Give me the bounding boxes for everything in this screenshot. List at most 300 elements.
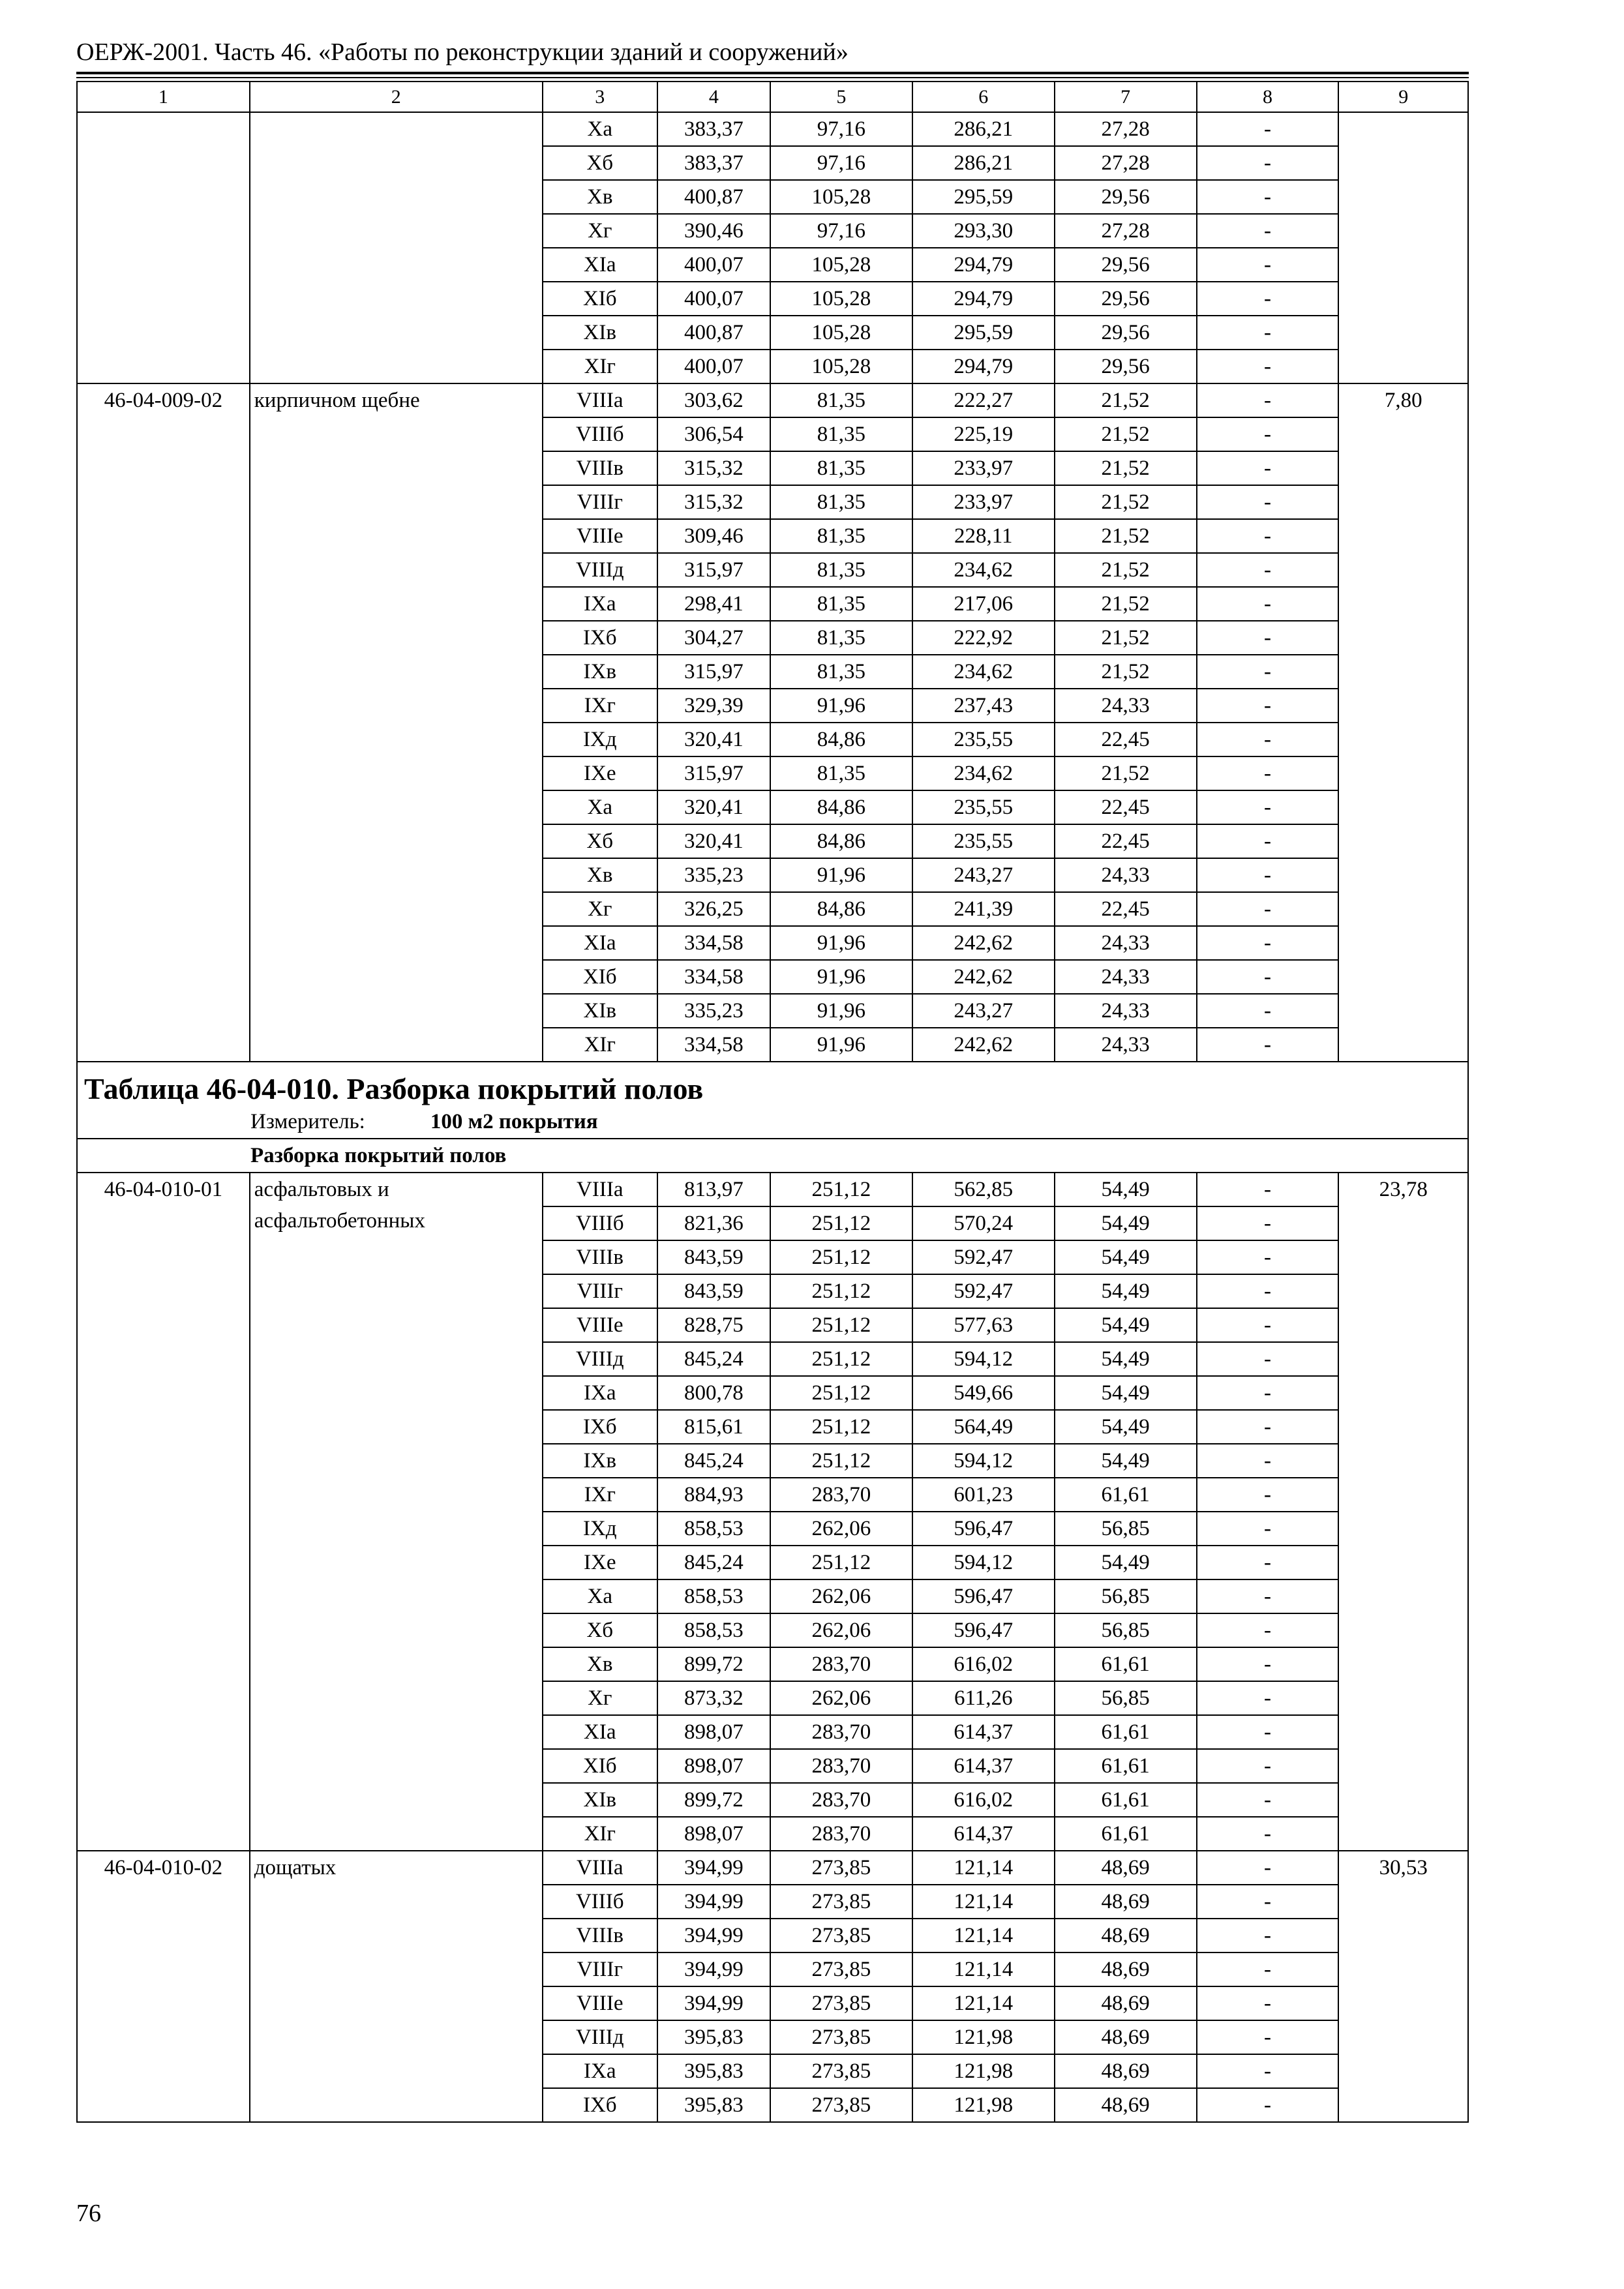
- cell-col8: -: [1197, 214, 1339, 248]
- cell-col7: 61,61: [1055, 1817, 1197, 1851]
- cell-col6: 243,27: [912, 994, 1055, 1028]
- cell-col7: 29,56: [1055, 248, 1197, 282]
- cell-col3: IXг: [543, 1478, 657, 1512]
- cell-col8: -: [1197, 1749, 1339, 1783]
- cell-col3: XIв: [543, 316, 657, 350]
- cell-col7: 48,69: [1055, 1885, 1197, 1919]
- cell-col5: 91,96: [770, 926, 912, 960]
- cell-col4: 800,78: [657, 1376, 770, 1410]
- cell-col4: 884,93: [657, 1478, 770, 1512]
- cell-col5: 91,96: [770, 960, 912, 994]
- cell-col8: -: [1197, 756, 1339, 790]
- cell-col7: 54,49: [1055, 1274, 1197, 1308]
- cell-col5: 283,70: [770, 1749, 912, 1783]
- cell-col5: 262,06: [770, 1613, 912, 1647]
- cell-col8: -: [1197, 1952, 1339, 1986]
- cell-col7: 48,69: [1055, 2088, 1197, 2122]
- cell-col7: 24,33: [1055, 994, 1197, 1028]
- cell-col8: -: [1197, 1308, 1339, 1342]
- cell-col8: -: [1197, 1919, 1339, 1952]
- cell-col5: 283,70: [770, 1478, 912, 1512]
- cell-col7: 21,52: [1055, 553, 1197, 587]
- cell-col4: 400,07: [657, 248, 770, 282]
- cell-col8: -: [1197, 1783, 1339, 1817]
- cell-col5: 97,16: [770, 214, 912, 248]
- cell-col8: -: [1197, 146, 1339, 180]
- cell-col6: 592,47: [912, 1274, 1055, 1308]
- cell-col6: 242,62: [912, 1028, 1055, 1062]
- table-row: [77, 112, 1468, 146]
- cell-col8: -: [1197, 282, 1339, 316]
- cell-col6: 601,23: [912, 1478, 1055, 1512]
- cell-col5: 251,12: [770, 1274, 912, 1308]
- cell-col5: 81,35: [770, 621, 912, 655]
- cell-col6: 594,12: [912, 1444, 1055, 1478]
- cell-col3: XIа: [543, 926, 657, 960]
- cell-col4: 315,32: [657, 451, 770, 485]
- cell-col6: 594,12: [912, 1546, 1055, 1579]
- column-number: 3: [543, 82, 657, 112]
- cell-col6: 121,14: [912, 1952, 1055, 1986]
- measure-line: [84, 1108, 1461, 1135]
- cell-col3: VIIIб: [543, 417, 657, 451]
- cell-col3: IXа: [543, 1376, 657, 1410]
- cell-col5: 105,28: [770, 350, 912, 383]
- cell-col8: -: [1197, 1342, 1339, 1376]
- cell-col8: -: [1197, 621, 1339, 655]
- cell-col5: 91,96: [770, 858, 912, 892]
- cell-col7: 54,49: [1055, 1444, 1197, 1478]
- cell-col4: 394,99: [657, 1919, 770, 1952]
- cell-col9: 7,80: [1338, 383, 1468, 1062]
- cell-col5: 251,12: [770, 1206, 912, 1240]
- cell-col8: -: [1197, 1851, 1339, 1885]
- cell-col3: IXа: [543, 587, 657, 621]
- cell-col6: 562,85: [912, 1173, 1055, 1206]
- cell-col7: 48,69: [1055, 1851, 1197, 1885]
- cell-col6: 592,47: [912, 1240, 1055, 1274]
- cell-col6: 121,98: [912, 2088, 1055, 2122]
- cell-col4: 394,99: [657, 1885, 770, 1919]
- cell-col6: 222,27: [912, 383, 1055, 417]
- cell-col3: XIб: [543, 1749, 657, 1783]
- cell-col6: 235,55: [912, 723, 1055, 756]
- cell-col5: 84,86: [770, 824, 912, 858]
- cell-col5: 81,35: [770, 417, 912, 451]
- cell-col8: -: [1197, 689, 1339, 723]
- cell-col8: -: [1197, 553, 1339, 587]
- cell-col3: VIIIб: [543, 1885, 657, 1919]
- cell-col7: 22,45: [1055, 824, 1197, 858]
- cell-col7: 29,56: [1055, 282, 1197, 316]
- cell-col5: 273,85: [770, 2054, 912, 2088]
- cell-col3: XIг: [543, 350, 657, 383]
- cell-col4: 898,07: [657, 1749, 770, 1783]
- cell-col6: 286,21: [912, 112, 1055, 146]
- cell-col6: 242,62: [912, 960, 1055, 994]
- cell-col6: 293,30: [912, 214, 1055, 248]
- cell-col8: -: [1197, 1512, 1339, 1546]
- cell-col5: 81,35: [770, 485, 912, 519]
- cell-col7: 48,69: [1055, 1986, 1197, 2020]
- cell-col6: 614,37: [912, 1749, 1055, 1783]
- cell-col7: 21,52: [1055, 519, 1197, 553]
- cell-col8: -: [1197, 1173, 1339, 1206]
- cell-col5: 84,86: [770, 790, 912, 824]
- work-name: кирпичном щебне: [250, 383, 543, 1062]
- cell-col3: VIIIб: [543, 1206, 657, 1240]
- cell-col5: 283,70: [770, 1783, 912, 1817]
- cell-col4: 329,39: [657, 689, 770, 723]
- cell-col6: 295,59: [912, 180, 1055, 214]
- cell-col4: 320,41: [657, 723, 770, 756]
- header-rule-thin: [76, 77, 1469, 78]
- column-number: 9: [1338, 82, 1468, 112]
- cell-col3: Xб: [543, 824, 657, 858]
- cell-col6: 596,47: [912, 1512, 1055, 1546]
- table-title-cell: [77, 1062, 1468, 1139]
- cell-col8: -: [1197, 2088, 1339, 2122]
- rate-code: [77, 112, 250, 383]
- cell-col4: 845,24: [657, 1342, 770, 1376]
- cell-col3: Xб: [543, 146, 657, 180]
- cell-col6: 616,02: [912, 1647, 1055, 1681]
- column-number: 2: [250, 82, 543, 112]
- cell-col4: 815,61: [657, 1410, 770, 1444]
- cell-col3: VIIIв: [543, 1240, 657, 1274]
- table-row: [77, 1851, 1468, 1885]
- work-name: дощатых: [250, 1851, 543, 2122]
- cell-col3: Xв: [543, 1647, 657, 1681]
- cell-col6: 217,06: [912, 587, 1055, 621]
- column-number-row: [77, 82, 1468, 112]
- work-name: асфальтовых и асфальтобетонных: [250, 1173, 543, 1851]
- cell-col4: 899,72: [657, 1647, 770, 1681]
- cell-col5: 251,12: [770, 1342, 912, 1376]
- cell-col5: 273,85: [770, 1851, 912, 1885]
- cell-col5: 84,86: [770, 723, 912, 756]
- column-number: 6: [912, 82, 1055, 112]
- cell-col4: 845,24: [657, 1546, 770, 1579]
- cell-col9: 23,78: [1338, 1173, 1468, 1851]
- cell-col5: 81,35: [770, 451, 912, 485]
- cell-col3: IXд: [543, 1512, 657, 1546]
- cell-col3: VIIIг: [543, 485, 657, 519]
- cell-col3: IXе: [543, 1546, 657, 1579]
- cell-col6: 233,97: [912, 451, 1055, 485]
- cell-col8: -: [1197, 1478, 1339, 1512]
- cell-col4: 315,97: [657, 756, 770, 790]
- cell-col4: 899,72: [657, 1783, 770, 1817]
- cell-col6: 233,97: [912, 485, 1055, 519]
- cell-col4: 843,59: [657, 1240, 770, 1274]
- cell-col6: 294,79: [912, 248, 1055, 282]
- cell-col5: 273,85: [770, 2088, 912, 2122]
- cell-col7: 56,85: [1055, 1681, 1197, 1715]
- cell-col7: 21,52: [1055, 756, 1197, 790]
- cell-col5: 84,86: [770, 892, 912, 926]
- header-rule-thick: [76, 72, 1469, 74]
- cell-col4: 335,23: [657, 994, 770, 1028]
- cell-col4: 400,07: [657, 350, 770, 383]
- cell-col8: -: [1197, 723, 1339, 756]
- cell-col5: 283,70: [770, 1715, 912, 1749]
- cell-col3: VIIIа: [543, 383, 657, 417]
- rates-table: [76, 81, 1469, 2123]
- cell-col6: 121,14: [912, 1919, 1055, 1952]
- section-subheading-row: [77, 1139, 1468, 1173]
- cell-col8: -: [1197, 1410, 1339, 1444]
- cell-col8: -: [1197, 1579, 1339, 1613]
- cell-col7: 22,45: [1055, 723, 1197, 756]
- cell-col7: 21,52: [1055, 451, 1197, 485]
- cell-col3: Xг: [543, 892, 657, 926]
- cell-col3: VIIIв: [543, 1919, 657, 1952]
- cell-col7: 24,33: [1055, 926, 1197, 960]
- cell-col3: Xг: [543, 214, 657, 248]
- cell-col7: 48,69: [1055, 1919, 1197, 1952]
- cell-col6: 596,47: [912, 1579, 1055, 1613]
- cell-col8: -: [1197, 858, 1339, 892]
- cell-col4: 394,99: [657, 1952, 770, 1986]
- cell-col7: 61,61: [1055, 1749, 1197, 1783]
- column-number: 4: [657, 82, 770, 112]
- cell-col3: Xа: [543, 1579, 657, 1613]
- cell-col8: -: [1197, 248, 1339, 282]
- cell-col7: 54,49: [1055, 1342, 1197, 1376]
- cell-col7: 27,28: [1055, 214, 1197, 248]
- cell-col6: 564,49: [912, 1410, 1055, 1444]
- cell-col4: 395,83: [657, 2088, 770, 2122]
- cell-col7: 21,52: [1055, 383, 1197, 417]
- cell-col7: 21,52: [1055, 655, 1197, 689]
- cell-col7: 54,49: [1055, 1410, 1197, 1444]
- cell-col7: 61,61: [1055, 1715, 1197, 1749]
- page-number: 76: [76, 2200, 101, 2227]
- cell-col6: 121,14: [912, 1851, 1055, 1885]
- cell-col3: IXб: [543, 621, 657, 655]
- cell-col6: 570,24: [912, 1206, 1055, 1240]
- cell-col5: 283,70: [770, 1817, 912, 1851]
- cell-col3: XIб: [543, 282, 657, 316]
- table-row: [77, 383, 1468, 417]
- cell-col6: 121,14: [912, 1885, 1055, 1919]
- cell-col6: 577,63: [912, 1308, 1055, 1342]
- cell-col6: 121,14: [912, 1986, 1055, 2020]
- running-header: ОЕРЖ-2001. Часть 46. «Работы по реконструкции зданий и сооружений»: [76, 38, 849, 66]
- cell-col6: 242,62: [912, 926, 1055, 960]
- rate-code: 46-04-010-01: [77, 1173, 250, 1851]
- cell-col3: VIIIд: [543, 1342, 657, 1376]
- cell-col3: VIIIе: [543, 519, 657, 553]
- cell-col5: 105,28: [770, 282, 912, 316]
- cell-col3: VIIIа: [543, 1173, 657, 1206]
- cell-col6: 222,92: [912, 621, 1055, 655]
- cell-col8: -: [1197, 587, 1339, 621]
- cell-col5: 273,85: [770, 1885, 912, 1919]
- cell-col7: 54,49: [1055, 1206, 1197, 1240]
- cell-col5: 81,35: [770, 655, 912, 689]
- cell-col4: 383,37: [657, 112, 770, 146]
- cell-col4: 315,97: [657, 553, 770, 587]
- cell-col7: 27,28: [1055, 146, 1197, 180]
- cell-col3: VIIIд: [543, 2020, 657, 2054]
- cell-col7: 24,33: [1055, 689, 1197, 723]
- cell-col6: 286,21: [912, 146, 1055, 180]
- cell-col3: Xб: [543, 1613, 657, 1647]
- cell-col5: 91,96: [770, 689, 912, 723]
- cell-col4: 858,53: [657, 1613, 770, 1647]
- cell-col8: -: [1197, 960, 1339, 994]
- cell-col4: 813,97: [657, 1173, 770, 1206]
- cell-col4: 304,27: [657, 621, 770, 655]
- cell-col8: -: [1197, 994, 1339, 1028]
- cell-col8: -: [1197, 892, 1339, 926]
- cell-col4: 334,58: [657, 926, 770, 960]
- cell-col7: 21,52: [1055, 621, 1197, 655]
- cell-col6: 594,12: [912, 1342, 1055, 1376]
- cell-col4: 395,83: [657, 2054, 770, 2088]
- cell-col7: 54,49: [1055, 1546, 1197, 1579]
- cell-col5: 251,12: [770, 1546, 912, 1579]
- cell-col3: VIIIг: [543, 1274, 657, 1308]
- cell-col7: 48,69: [1055, 1952, 1197, 1986]
- cell-col6: 241,39: [912, 892, 1055, 926]
- cell-col9: 30,53: [1338, 1851, 1468, 2122]
- cell-col4: 320,41: [657, 824, 770, 858]
- cell-col3: Xв: [543, 180, 657, 214]
- cell-col8: -: [1197, 1681, 1339, 1715]
- cell-col3: Xв: [543, 858, 657, 892]
- cell-col3: IXб: [543, 2088, 657, 2122]
- cell-col5: 262,06: [770, 1579, 912, 1613]
- cell-col8: -: [1197, 383, 1339, 417]
- cell-col7: 61,61: [1055, 1478, 1197, 1512]
- cell-col8: -: [1197, 2020, 1339, 2054]
- cell-col6: 294,79: [912, 350, 1055, 383]
- cell-col5: 81,35: [770, 553, 912, 587]
- cell-col4: 315,97: [657, 655, 770, 689]
- cell-col6: 596,47: [912, 1613, 1055, 1647]
- cell-col8: -: [1197, 1885, 1339, 1919]
- cell-col3: IXб: [543, 1410, 657, 1444]
- cell-col5: 283,70: [770, 1647, 912, 1681]
- cell-col4: 400,87: [657, 316, 770, 350]
- cell-col7: 22,45: [1055, 892, 1197, 926]
- column-number: 1: [77, 82, 250, 112]
- table-title: Таблица 46-04-010. Разборка покрытий полов: [84, 1072, 704, 1105]
- cell-col8: -: [1197, 1240, 1339, 1274]
- cell-col7: 56,85: [1055, 1579, 1197, 1613]
- cell-col8: -: [1197, 655, 1339, 689]
- cell-col4: 334,58: [657, 1028, 770, 1062]
- cell-col5: 262,06: [770, 1512, 912, 1546]
- cell-col6: 121,98: [912, 2020, 1055, 2054]
- cell-col3: IXг: [543, 689, 657, 723]
- cell-col4: 873,32: [657, 1681, 770, 1715]
- cell-col7: 48,69: [1055, 2020, 1197, 2054]
- cell-col4: 383,37: [657, 146, 770, 180]
- cell-col6: 228,11: [912, 519, 1055, 553]
- cell-col4: 326,25: [657, 892, 770, 926]
- cell-col5: 105,28: [770, 180, 912, 214]
- cell-col8: -: [1197, 1444, 1339, 1478]
- cell-col6: 611,26: [912, 1681, 1055, 1715]
- cell-col6: 616,02: [912, 1783, 1055, 1817]
- cell-col3: IXд: [543, 723, 657, 756]
- cell-col8: -: [1197, 1986, 1339, 2020]
- cell-col8: -: [1197, 824, 1339, 858]
- cell-col4: 858,53: [657, 1579, 770, 1613]
- cell-col7: 56,85: [1055, 1512, 1197, 1546]
- cell-col6: 243,27: [912, 858, 1055, 892]
- measure-label: Измеритель:: [250, 1110, 365, 1133]
- cell-col5: 81,35: [770, 587, 912, 621]
- cell-col5: 81,35: [770, 756, 912, 790]
- cell-col7: 54,49: [1055, 1240, 1197, 1274]
- cell-col7: 24,33: [1055, 858, 1197, 892]
- cell-col7: 21,52: [1055, 587, 1197, 621]
- cell-col3: IXв: [543, 1444, 657, 1478]
- cell-col4: 395,83: [657, 2020, 770, 2054]
- cell-col7: 48,69: [1055, 2054, 1197, 2088]
- cell-col3: XIв: [543, 1783, 657, 1817]
- cell-col3: Xг: [543, 1681, 657, 1715]
- cell-col8: -: [1197, 1647, 1339, 1681]
- cell-col8: -: [1197, 926, 1339, 960]
- cell-col7: 54,49: [1055, 1376, 1197, 1410]
- cell-col4: 400,87: [657, 180, 770, 214]
- cell-col7: 22,45: [1055, 790, 1197, 824]
- cell-col6: 614,37: [912, 1817, 1055, 1851]
- cell-col8: -: [1197, 451, 1339, 485]
- cell-col8: -: [1197, 350, 1339, 383]
- cell-col7: 21,52: [1055, 485, 1197, 519]
- cell-col3: Xа: [543, 112, 657, 146]
- cell-col5: 97,16: [770, 146, 912, 180]
- cell-col5: 251,12: [770, 1308, 912, 1342]
- cell-col4: 400,07: [657, 282, 770, 316]
- cell-col4: 845,24: [657, 1444, 770, 1478]
- cell-col6: 549,66: [912, 1376, 1055, 1410]
- cell-col7: 21,52: [1055, 417, 1197, 451]
- cell-col7: 29,56: [1055, 180, 1197, 214]
- cell-col4: 843,59: [657, 1274, 770, 1308]
- cell-col3: VIIIг: [543, 1952, 657, 1986]
- cell-col8: -: [1197, 1028, 1339, 1062]
- cell-col5: 251,12: [770, 1444, 912, 1478]
- cell-col8: -: [1197, 180, 1339, 214]
- cell-col5: 273,85: [770, 1952, 912, 1986]
- cell-col3: XIг: [543, 1028, 657, 1062]
- cell-col5: 91,96: [770, 994, 912, 1028]
- cell-col8: -: [1197, 1613, 1339, 1647]
- cell-col5: 262,06: [770, 1681, 912, 1715]
- cell-col5: 105,28: [770, 316, 912, 350]
- cell-col9: [1338, 112, 1468, 383]
- cell-col6: 295,59: [912, 316, 1055, 350]
- cell-col4: 828,75: [657, 1308, 770, 1342]
- cell-col6: 234,62: [912, 553, 1055, 587]
- cell-col8: -: [1197, 519, 1339, 553]
- cell-col7: 27,28: [1055, 112, 1197, 146]
- cell-col3: IXе: [543, 756, 657, 790]
- cell-col4: 858,53: [657, 1512, 770, 1546]
- cell-col4: 320,41: [657, 790, 770, 824]
- cell-col4: 898,07: [657, 1715, 770, 1749]
- cell-col4: 309,46: [657, 519, 770, 553]
- cell-col8: -: [1197, 1817, 1339, 1851]
